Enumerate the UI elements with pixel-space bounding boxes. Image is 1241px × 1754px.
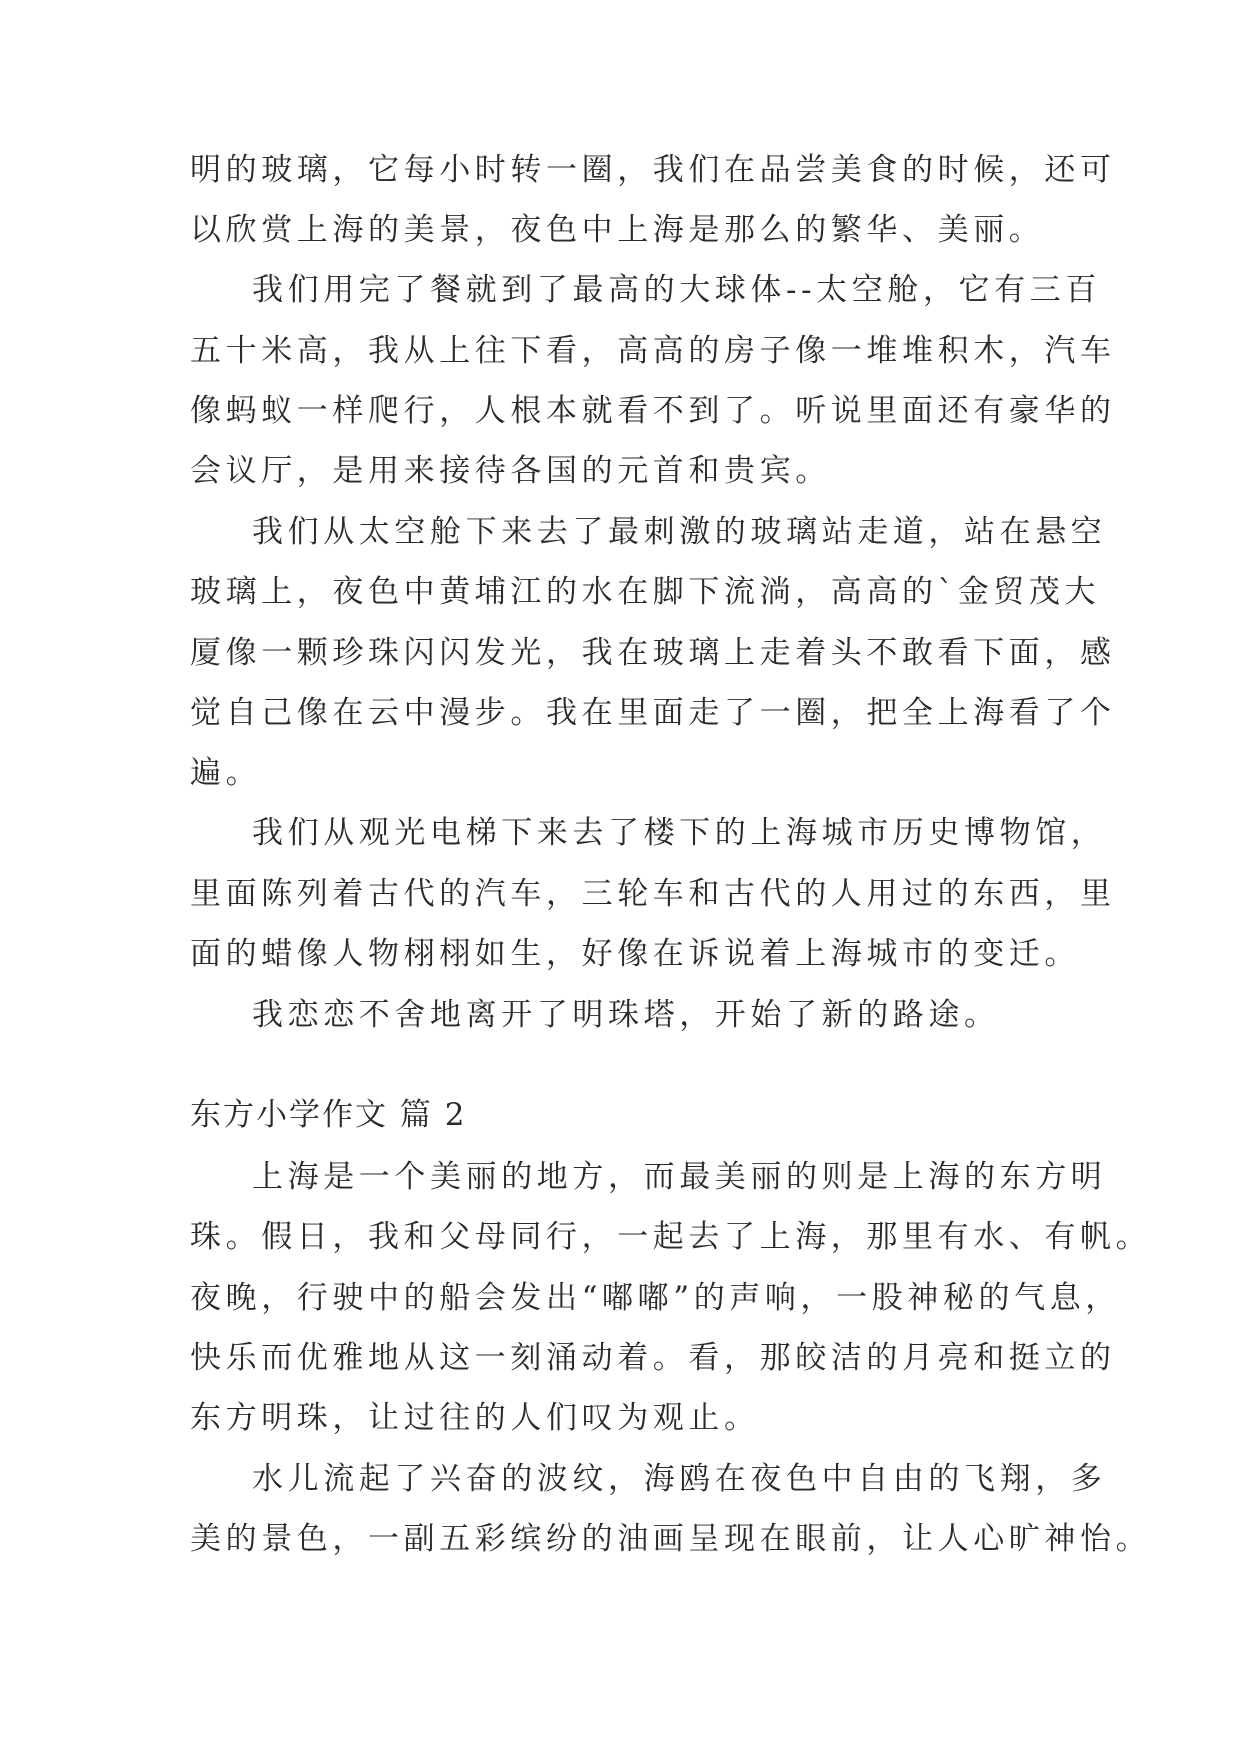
text-line: 像蚂蚁一样爬行，人根本就看不到了。听说里面还有豪华的 (190, 393, 1116, 429)
paragraph-start-line: 我恋恋不舍地离开了明珠塔，开始了新的路途。 (252, 997, 1000, 1033)
text-line: 厦像一颗珍珠闪闪发光，我在玻璃上走着头不敢看下面，感 (190, 635, 1116, 671)
text-line: 东方明珠，让过往的人们叹为观止。 (190, 1400, 760, 1436)
text-line: 明的玻璃，它每小时转一圈，我们在品尝美食的时候，还可 (190, 152, 1116, 188)
text-line: 面的蜡像人物栩栩如生，好像在诉说着上海城市的变迁。 (190, 936, 1080, 972)
paragraph-start-line: 我们从观光电梯下来去了楼下的上海城市历史博物馆， (252, 815, 1107, 851)
paragraph-start-line: 我们用完了餐就到了最高的大球体--太空舱，它有三百 (252, 272, 1101, 308)
paragraph-start-line: 水儿流起了兴奋的波纹，海鸥在夜色中自由的飞翔，多 (252, 1461, 1107, 1497)
text-line: 美的景色，一副五彩缤纷的油画呈现在眼前，让人心旷神怡。 (190, 1521, 1152, 1557)
text-line: 五十米高，我从上往下看，高高的房子像一堆堆积木，汽车 (190, 333, 1116, 369)
text-line: 快乐而优雅地从这一刻涌动着。看，那皎洁的月亮和挺立的 (190, 1340, 1116, 1376)
text-line: 里面陈列着古代的汽车，三轮车和古代的人用过的东西，里 (190, 876, 1116, 912)
text-line: 会议厅，是用来接待各国的元首和贵宾。 (190, 453, 831, 489)
text-line: 夜晚，行驶中的船会发出“嘟嘟”的声响，一股神秘的气息， (190, 1280, 1121, 1316)
text-line: 以欣赏上海的美景，夜色中上海是那么的繁华、美丽。 (190, 212, 1045, 248)
text-line: 玻璃上，夜色中黄埔江的水在脚下流淌，高高的`金贸茂大 (190, 574, 1101, 610)
section-heading: 东方小学作文 篇 2 (190, 1097, 467, 1133)
text-line: 觉自己像在云中漫步。我在里面走了一圈，把全上海看了个 (190, 695, 1116, 731)
paragraph-start-line: 上海是一个美丽的地方，而最美丽的则是上海的东方明 (252, 1159, 1107, 1195)
text-line: 珠。假日，我和父母同行，一起去了上海，那里有水、有帆。 (190, 1219, 1152, 1255)
text-line: 遍。 (190, 755, 262, 791)
paragraph-start-line: 我们从太空舱下来去了最刺激的玻璃站走道，站在悬空 (252, 514, 1107, 550)
